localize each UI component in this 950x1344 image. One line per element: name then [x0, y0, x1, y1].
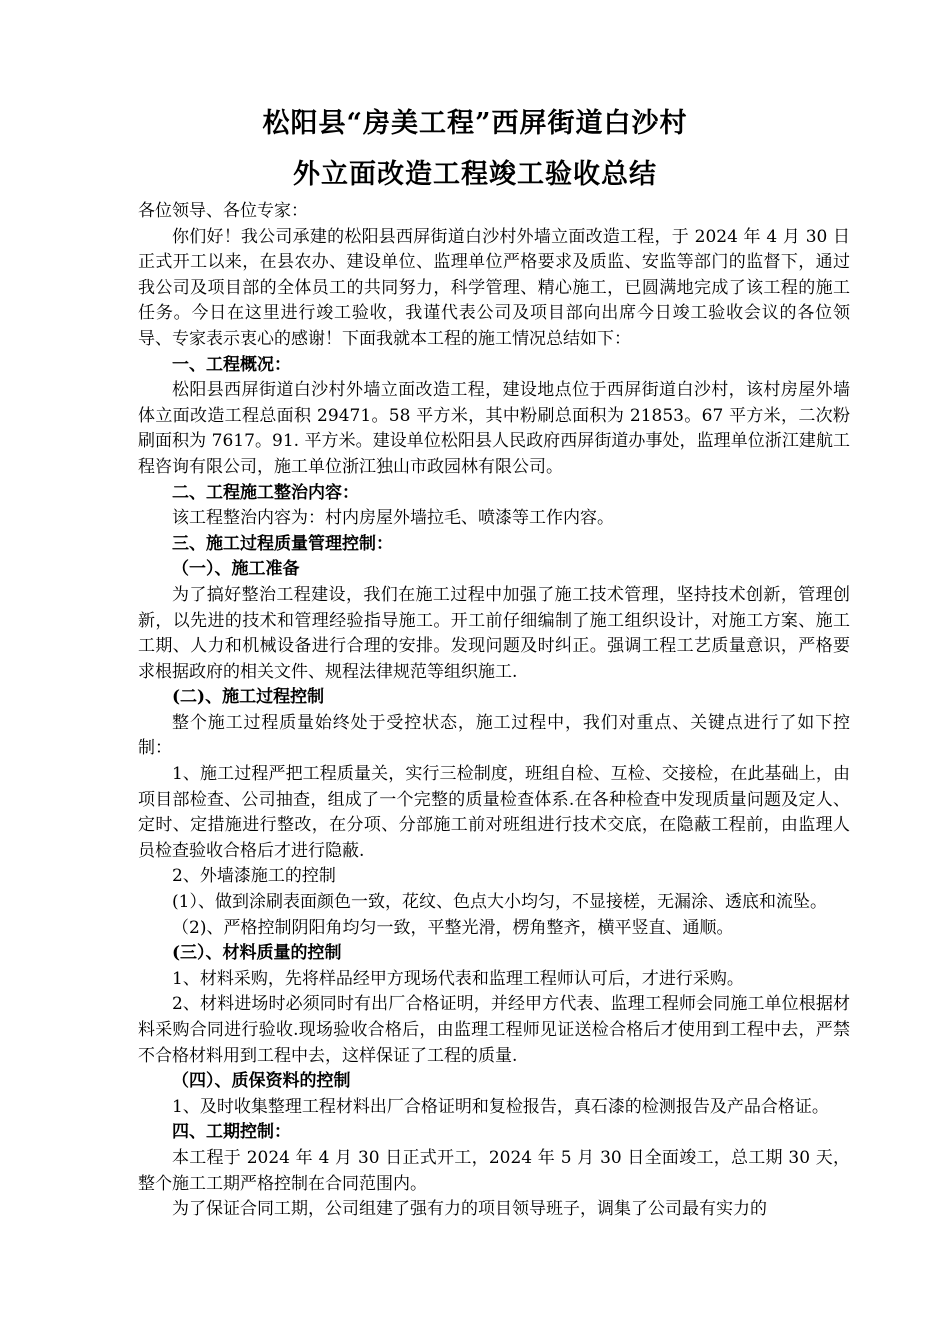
section-3-2-text: 整个施工过程质量始终处于受控状态，施工过程中，我们对重点、关键点进行了如下控制：: [138, 712, 850, 759]
section-3-2-item-2: 2、外墙漆施工的控制: [172, 866, 336, 887]
section-4-text-2: 为了保证合同工期，公司组建了强有力的项目领导班子，调集了公司最有实力的: [172, 1199, 767, 1220]
greeting: 各位领导、各位专家：: [138, 201, 308, 221]
section-1-text: 松阳县西屏街道白沙村外墙立面改造工程，建设地点位于西屏街道白沙村，该村房屋外墙体立面改造工程总面积 29471。58 平方米，其中粉刷总面积为 21853。67 平方米，二次粉刷面积为 7617。91. 平方米。建设单位松阳县人民政府西屏街道办事处，监理单位浙江建航工程咨询有限公司，施工单位浙江独山市政园林有限公司。: [138, 380, 850, 477]
section-3-2-heading: (二)、施工过程控制: [172, 687, 325, 708]
section-3-3-heading: (三）、材料质量的控制: [172, 943, 342, 964]
section-2-heading: 二、工程施工整治内容：: [172, 482, 359, 503]
section-3-heading: 三、施工过程质量管理控制：: [172, 533, 393, 554]
section-3-2-item-2a: (1）、做到涂刷表面颜色一致，花纹、色点大小均匀，不显接槎，无漏涂、透底和流坠。: [172, 892, 827, 913]
section-4-heading: 四、工期控制：: [172, 1122, 291, 1143]
section-3-3-item-2: 2、材料进场时必须同时有出厂合格证明，并经甲方代表、监理工程师会同施工单位根据材料采购合同进行验收.现场验收合格后，由监理工程师见证送检合格后才使用到工程中去，严禁不合格材料用到工程中去，这样保证了工程的质量.: [138, 994, 850, 1066]
section-3-1-text: 为了搞好整治工程建设，我们在施工过程中加强了施工技术管理，坚持技术创新，管理创新，以先进的技术和管理经验指导施工。开工前仔细编制了施工组织设计，对施工方案、施工工期、人力和机械设备进行合理的安排。发现问题及时纠正。强调工程工艺质量意识，严格要求根据政府的相关文件、规程法律规范等组织施工.: [138, 584, 850, 682]
section-3-1-heading: （一）、施工准备: [172, 559, 300, 580]
section-1-heading: 一、工程概况：: [172, 354, 291, 375]
section-3-2-item-1: 1、施工过程严把工程质量关，实行三检制度，班组自检、互检、交接检，在此基础上，由项目部检查、公司抽查，组成了一个完整的质量检查体系.在各种检查中发现质量问题及定人、定时、定措施进行整改，在分项、分部施工前对班组进行技术交底，在隐蔽工程前，由监理人员检查验收合格后才进行隐蔽.: [138, 764, 850, 861]
document-body: [138, 199, 850, 1223]
section-4-text-1: 本工程于 2024 年 4 月 30 日正式开工，2024 年 5 月 30 日全面竣工，总工期 30 天，整个施工工期严格控制在合同范围内。: [138, 1147, 850, 1194]
section-3-4-item-1: 1、及时收集整理工程材料出厂合格证明和复检报告，真石漆的检测报告及产品合格证。: [172, 1096, 829, 1117]
document-title-line2: 外立面改造工程竣工验收总结: [293, 159, 657, 190]
section-2-text: 该工程整治内容为：村内房屋外墙拉毛、喷漆等工作内容。: [172, 508, 614, 529]
section-3-3-item-1: 1、材料采购，先将样品经甲方现场代表和监理工程师认可后，才进行采购。: [172, 968, 744, 989]
document-title-line1: 松阳县“房美工程”西屏街道白沙村: [262, 108, 688, 139]
section-3-2-item-2b: （2)、严格控制阴阳角均匀一致，平整光滑，楞角整齐，横平竖直、通顺。: [172, 917, 734, 938]
intro-paragraph: 你们好！我公司承建的松阳县西屏街道白沙村外墙立面改造工程，于 2024 年 4 月 30 日正式开工以来，在县农办、建设单位、监理单位严格要求及质监、安监等部门的监督下，通过我公司及项目部的全体员工的共同努力，科学管理、精心施工，已圆满地完成了该工程的施工任务。今日在这里进行竣工验收，我谨代表公司及项目部向出席今日竣工验收会议的各位领导、专家表示衷心的感谢！下面我就本工程的施工情况总结如下：: [138, 226, 850, 349]
section-3-4-heading: （四）、质保资料的控制: [172, 1071, 351, 1092]
